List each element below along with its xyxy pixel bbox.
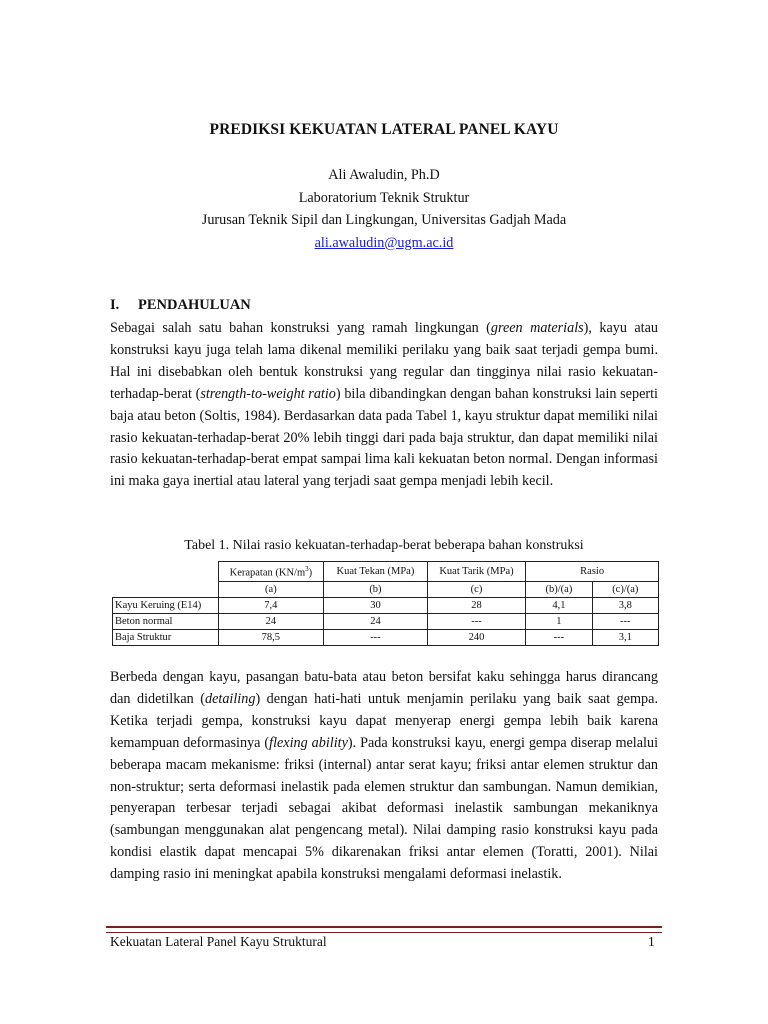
table-cell: 24 — [324, 613, 428, 629]
table-cell: --- — [592, 613, 658, 629]
author-department: Jurusan Teknik Sipil dan Lingkungan, Universitas Gadjah Mada — [201, 212, 567, 228]
table-subheader-ca: (c)/(a) — [592, 581, 658, 597]
table-row — [113, 629, 659, 645]
table-cell: 3,8 — [592, 597, 658, 613]
table-cell: 7,4 — [218, 597, 324, 613]
paragraph-2: Berbeda dengan kayu, pasangan batu-bata atau beton bersifat kaku sehingga harus dirancang dan didetilkan (detailing) dengan hati-hati untuk menjamin perilaku yang baik saat gempa. Ketika terjadi gempa, konstruksi kayu dapat menyerap energi gempa lebih baik karena kemampuan deformasinya (flexing ability). Pada konstruksi kayu, energi gempa diserap melalui beberapa macam mekanisme: friksi (internal) antar serat kayu; friksi antar elemen struktur dan non-struktur; serta deformasi inelastik pada elemen struktur dan sambungan. Namun demikian, penyerapan terbesar terjadi sebagai akibat deformasi inelastik sambungan mekaniknya (sambungan menggunakan alat pengencang metal). Nilai damping rasio konstruksi kayu pada kondisi elastik dapat mencapai 5% dikarenakan friksi antar elemen (Toratti, 2001). Nilai damping rasio ini meningkat apabila konstruksi mengalami deformasi inelastik. — [110, 669, 659, 883]
table-cell: --- — [427, 613, 526, 629]
table-cell-material: Beton normal — [113, 613, 219, 629]
table-header-density: Kerapatan $(KN/m^3)$ — [218, 562, 324, 582]
table-cell: --- — [526, 629, 592, 645]
paragraph-1: Sebagai salah satu bahan konstruksi yang ramah lingkungan (green materials), kayu atau konstruksi kayu juga telah lama dikenal memiliki perilaku yang baik saat terjadi gempa bumi. Hal ini disebabkan oleh bentuk konstruksi yang regular dan tingginya nilai rasio kekuatan-terhadap-berat (strength-to-weight ratio) bila dibandingkan dengan bahan konstruksi lain seperti baja atau beton (Soltis, 1984). Berdasarkan data pada Tabel 1, kayu struktur dapat memiliki nilai rasio kekuatan-terhadap-berat 20% lebih tinggi dari pada baja struktur, dan dapat memiliki nilai rasio kekuatan-terhadap-berat empat sampai lima kali kekuatan beton normal. Dengan informasi ini maka gaya inertial atau lateral yang terjadi saat gempa menjadi lebih kecil. — [110, 320, 658, 490]
table-subheader-ba: (b)/(a) — [526, 581, 592, 597]
table-header-empty — [113, 562, 219, 582]
table-cell: --- — [324, 629, 428, 645]
table-header-tensile: Kuat Tarik (MPa) — [427, 562, 526, 582]
table-cell: 28 — [427, 597, 526, 613]
paper-title: PREDIKSI KEKUATAN LATERAL PANEL KAYU — [209, 121, 559, 138]
page-number: 1 — [648, 934, 655, 949]
table-subheader-row — [113, 581, 659, 597]
table-subheader-empty — [113, 581, 219, 597]
data-table — [112, 561, 659, 646]
table-row — [113, 613, 659, 629]
table-header-ratio: Rasio — [526, 562, 659, 582]
table-subheader-b: (b) — [324, 581, 428, 597]
section-heading — [110, 297, 251, 314]
table-subheader-c: (c) — [427, 581, 526, 597]
table-header-row — [113, 562, 659, 582]
table-cell: 24 — [218, 613, 324, 629]
footer-divider — [106, 926, 662, 933]
footer-running-title: Kekuatan Lateral Panel Kayu Struktural — [110, 934, 327, 949]
table-cell: 1 — [526, 613, 592, 629]
table-cell: 4,1 — [526, 597, 592, 613]
author-lab: Laboratorium Teknik Struktur — [298, 189, 470, 206]
table-cell: 78,5 — [218, 629, 324, 645]
author-name: Ali Awaludin, Ph.D — [328, 167, 440, 183]
table-cell: 30 — [324, 597, 428, 613]
table-cell: 240 — [427, 629, 526, 645]
table-subheader-a: (a) — [218, 581, 324, 597]
table-cell: 3,1 — [592, 629, 658, 645]
table-row — [113, 597, 659, 613]
table-cell-material: Baja Struktur — [113, 629, 219, 645]
table-caption: Tabel 1. Nilai rasio kekuatan-terhadap-berat beberapa bahan konstruksi — [184, 538, 584, 553]
author-email-link[interactable]: ali.awaludin@ugm.ac.id — [314, 234, 454, 251]
table-cell-material: Kayu Keruing (E14) — [113, 597, 219, 613]
section-title: PENDAHULUAN — [138, 297, 251, 313]
table-header-compressive: Kuat Tekan (MPa) — [324, 562, 428, 582]
section-number: I. — [110, 297, 120, 313]
author-block — [0, 164, 768, 254]
